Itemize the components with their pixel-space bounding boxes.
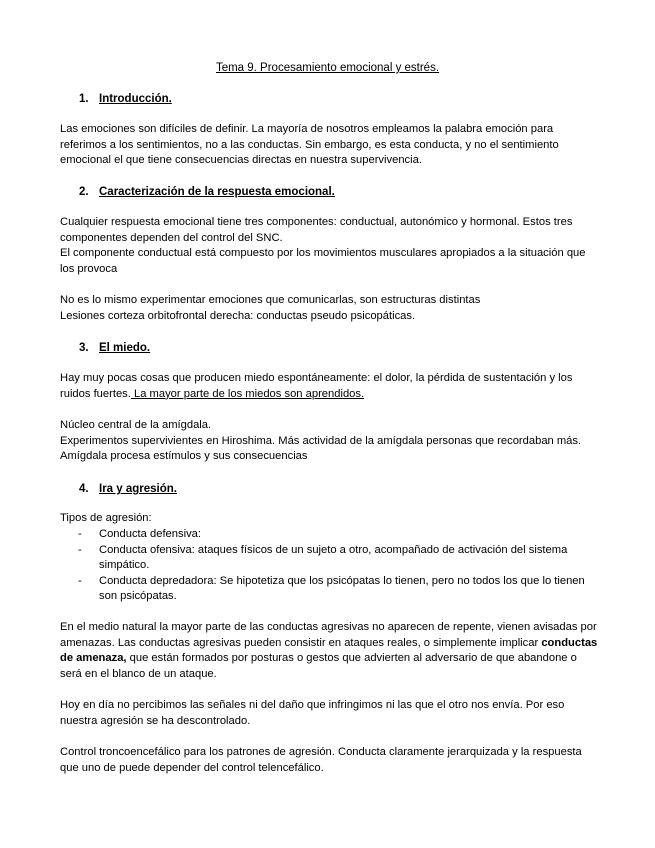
section-number: 3.: [79, 342, 89, 354]
paragraph-miedo: [60, 371, 600, 402]
paragraph-comunicar: [60, 293, 600, 324]
list-intro: [60, 511, 600, 527]
page-title: Tema 9. Procesamiento emocional y estrés.: [215, 62, 440, 74]
paragraph-text: No es lo mismo experimentar emociones que comunicarlas, son estructuras distintas: [60, 294, 481, 306]
underlined-text: La mayor parte de los miedos son aprendidos.: [130, 387, 365, 400]
list-item-text: Conducta ofensiva: ataques físicos de un sujeto a otro, acompañado de activación del sistema simpático.: [99, 543, 568, 572]
section-number: 2.: [79, 186, 89, 198]
paragraph-text: Las emociones son difíciles de definir. La mayoría de nosotros empleamos la palabra emoción para referimos a los sentimientos, no a las conductas. Sin embargo, es esta conducta, y no el sentimiento emocional el que tiene consecuencias directas en nuestra supervivencia.: [60, 123, 559, 167]
dash-bullet: -: [78, 543, 82, 556]
aggression-types-list: [60, 527, 600, 605]
paragraph-control: [60, 745, 600, 776]
section-number: 1.: [79, 93, 89, 105]
paragraph-text: Tipos de agresión:: [60, 512, 152, 524]
text-run: Hay muy pocas cosas que producen miedo espontáneamente: el dolor, la pérdida de sustentación y los ruidos fuertes.: [60, 372, 573, 400]
section-title: Introducción.: [99, 93, 172, 105]
section-title: Caracterización de la respuesta emocional.: [99, 186, 335, 198]
paragraph-text: [60, 620, 600, 682]
section-number: 4.: [79, 483, 89, 495]
section-title: Ira y agresión.: [99, 483, 177, 495]
section-heading-caracterizacion: [79, 185, 335, 199]
list-item-text: Conducta depredadora: Se hipotetiza que los psicópatas lo tienen, pero no todos los que lo tienen son psicópatas.: [99, 574, 585, 603]
paragraph-text: El componente conductual está compuesto por los movimientos musculares apropiados a la situación que los provoca: [60, 247, 586, 275]
paragraph-text: Núcleo central de la amígdala.: [60, 419, 212, 431]
list-item: [60, 543, 600, 574]
paragraph-componentes: [60, 215, 600, 277]
paragraph-text: Experimentos supervivientes en Hiroshima. Más actividad de la amígdala personas que recordaban más. Amígdala procesa estímulos y sus consecuencias: [60, 434, 582, 463]
bold-text: conductas de amenaza,: [60, 636, 598, 665]
section-heading-ira: [79, 482, 177, 496]
list-item: [60, 574, 600, 605]
dash-bullet: -: [78, 528, 82, 540]
section-heading-miedo: [79, 341, 150, 355]
paragraph-amenazas: [60, 620, 600, 682]
text-run: En el medio natural la mayor parte de las conductas agresivas no aparecen de repente, vienen avisadas por amenazas. Las conductas agresivas pueden consistir en ataques reales, o simplemente implicar: [60, 621, 597, 649]
paragraph-introduccion: [60, 122, 600, 169]
list-item-text: Conducta defensiva:: [99, 528, 201, 540]
paragraph-text: Cualquier respuesta emocional tiene tres componentes: conductual, autonómico y hormonal. Estos tres componentes dependen del control del SNC.: [60, 216, 573, 244]
paragraph-text: Control troncoencefálico para los patrones de agresión. Conducta claramente jerarquizada y la respuesta que uno de puede depender del control telencefálico.: [60, 746, 582, 774]
paragraph-text: [60, 371, 600, 402]
section-title: El miedo.: [99, 342, 151, 354]
list-item: [60, 527, 600, 543]
paragraph-text: Hoy en día no percibimos las señales ni del daño que infringimos ni las que el otro nos envía. Por eso nuestra agresión se ha descontrolado.: [60, 699, 565, 727]
paragraph-amigdala: [60, 418, 600, 465]
paragraph-text: Lesiones corteza orbitofrontal derecha: conductas pseudo psicopáticas.: [60, 309, 416, 322]
paragraph-senales: [60, 698, 600, 729]
dash-bullet: -: [78, 574, 82, 587]
section-heading-introduccion: [79, 92, 172, 106]
text-run: que están formados por posturas o gestos que advierten al adversario de que abandone o será en el blanco de un ataque.: [60, 652, 577, 680]
